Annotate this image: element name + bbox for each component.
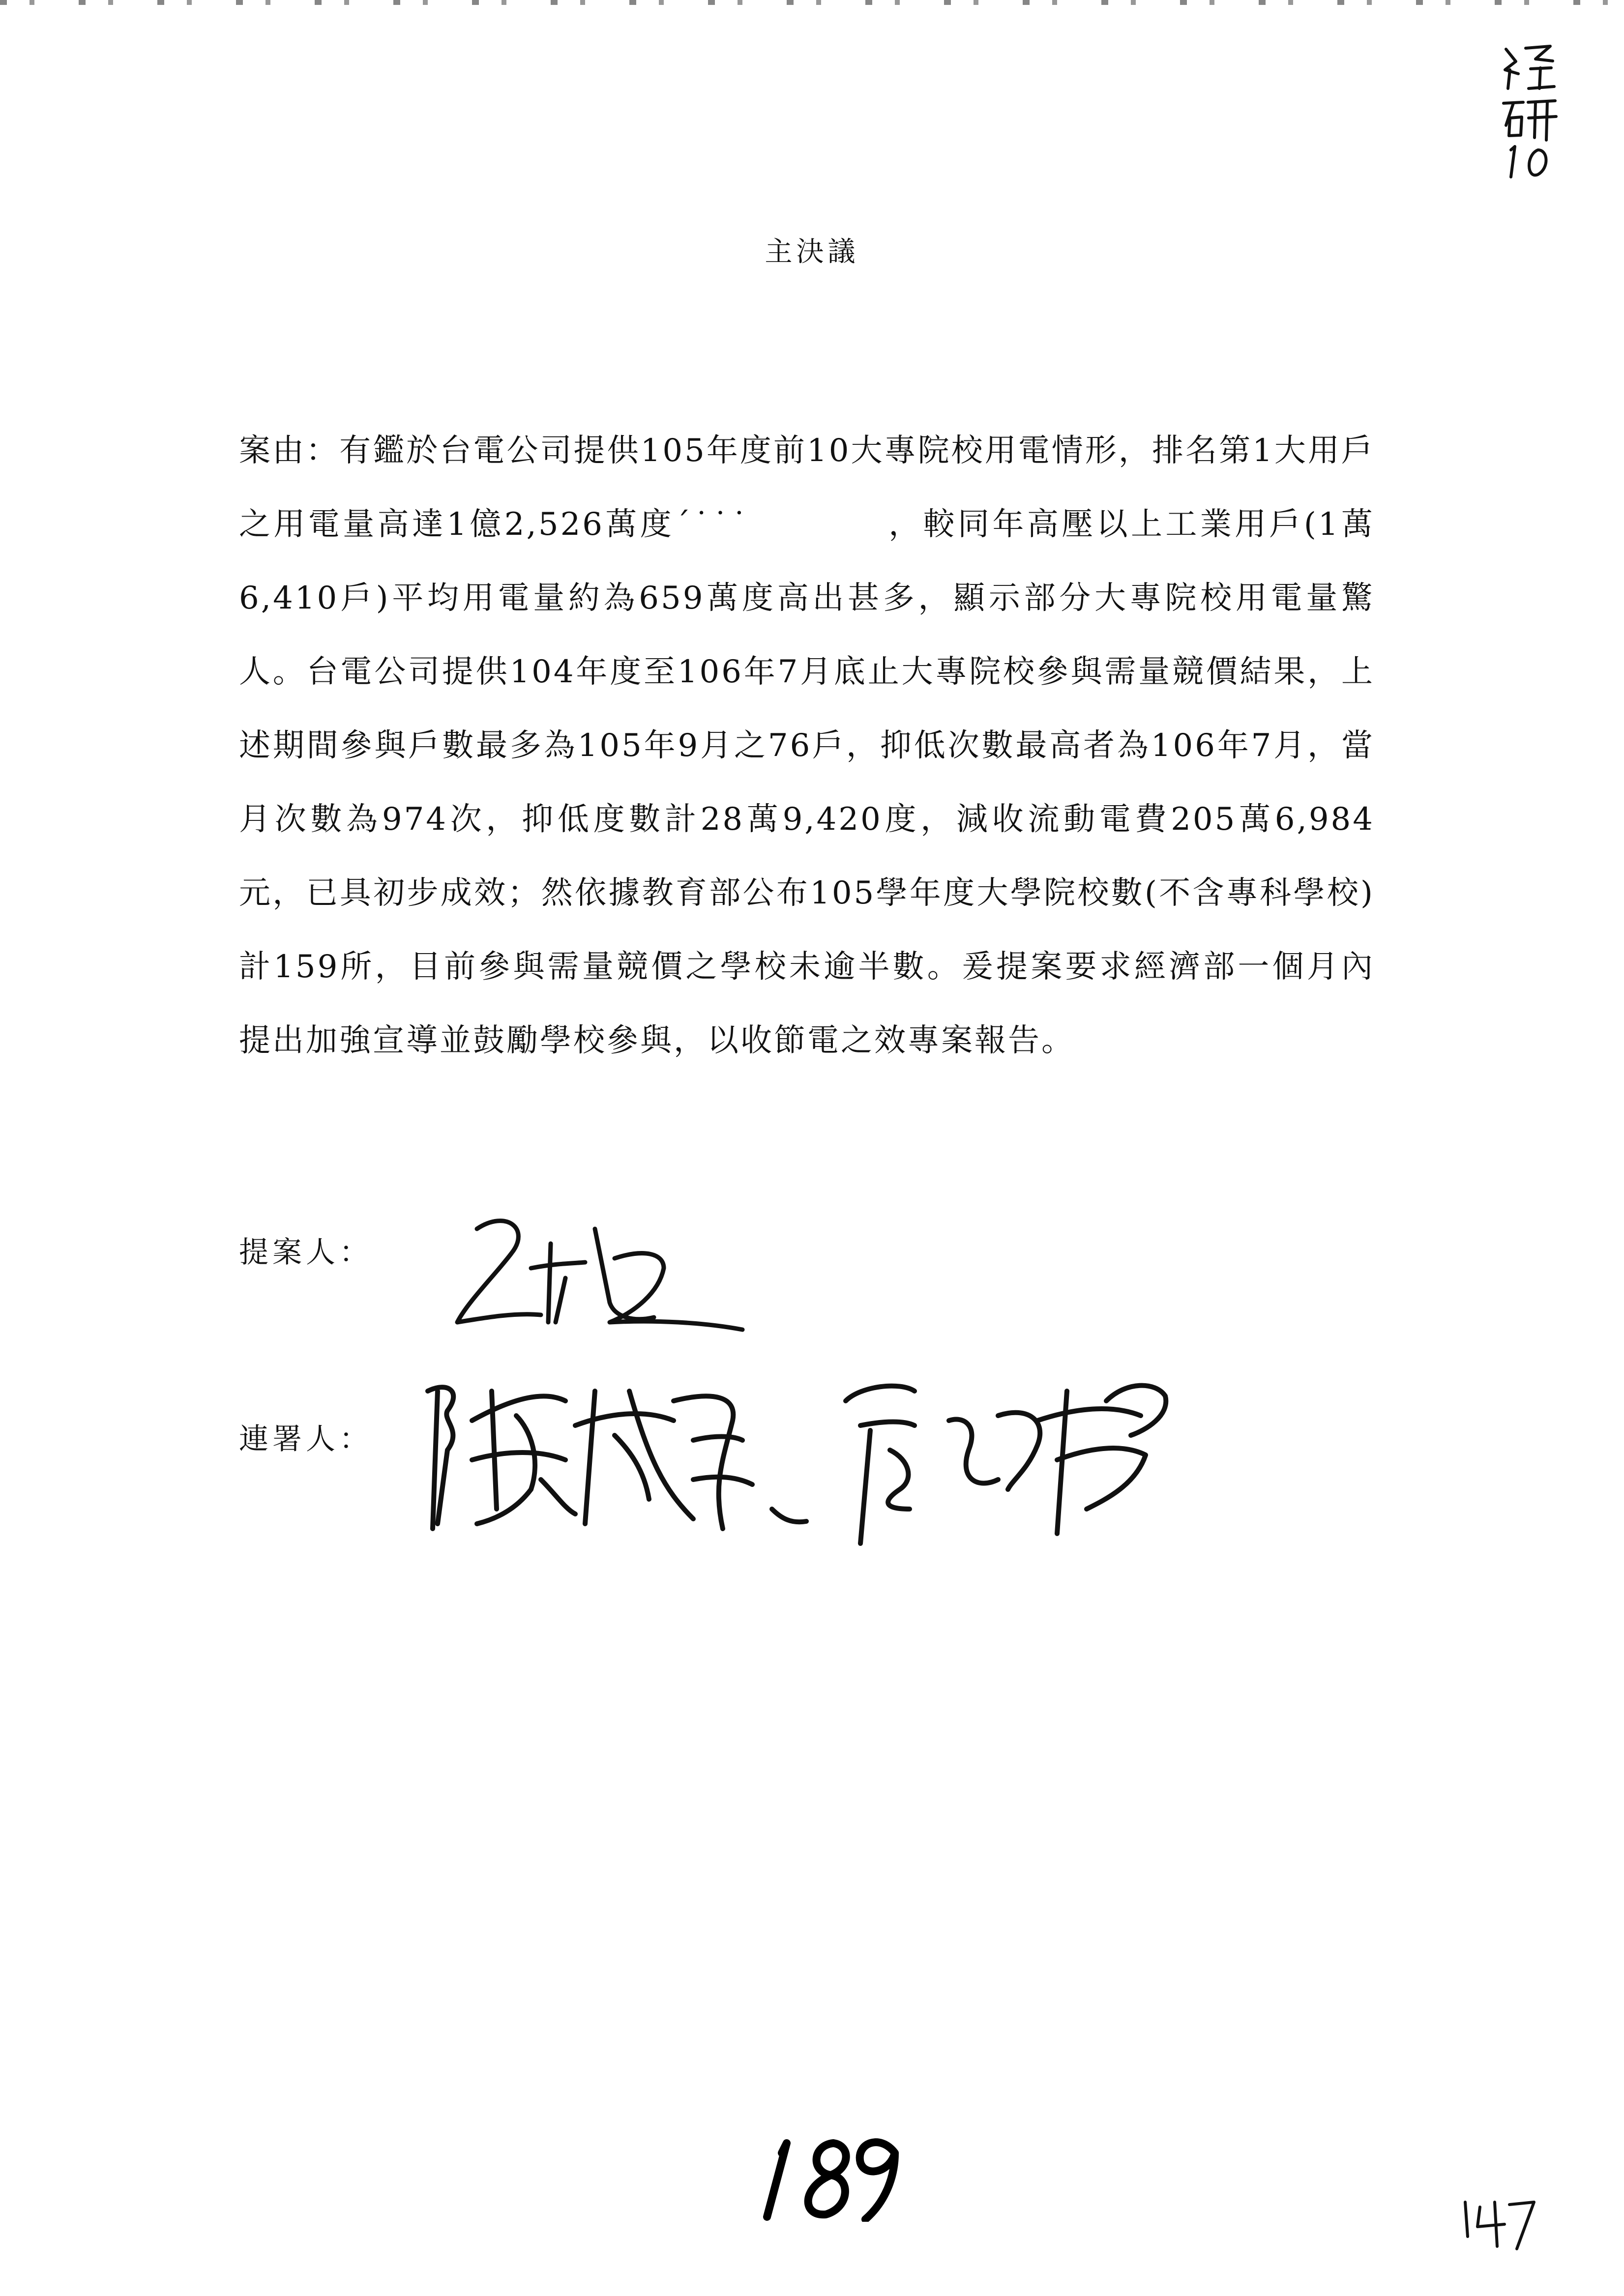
- handwritten-margin-note: [1496, 39, 1565, 182]
- document-title: 主決議: [765, 236, 859, 268]
- proposer-signature: [447, 1199, 752, 1337]
- motion-body-text: 案由：有鑑於台電公司提供105年度前10大專院校用電情形，排名第1大用戶之用電量高達1億2,526萬度´˙˙˙ ，較同年高壓以上工業用戶(1萬6,410戶)平均用電量約為659萬度高出甚多，顯示部分大專院校用電量驚人。台電公司提供104年度至106年7月底止大專院校參與需量競價結果，上述期間參與戶數最多為105年9月之76戶，抑低次數最高者為106年7月，當月次數為974次，抑低度數計28萬9,420度，減收流動電費205萬6,984元，已具初步成效；然依據教育部公布105學年度大學院校數(不含專科學校)計159所，目前參與需量競價之學校未逾半數。爰提案要求經濟部一個月內提出加強宣導並鼓勵學校參與，以收節電之效專案報告。: [239, 433, 1375, 1059]
- handwritten-folio-number: [1455, 2182, 1539, 2251]
- proposer-signature-drawing: [447, 1199, 752, 1337]
- cosigner-label: 連署人：: [239, 1422, 373, 1456]
- cosigner-signatures-drawing: [418, 1362, 1254, 1548]
- margin-note-handwriting: [1496, 39, 1565, 182]
- scan-edge-artifact: [0, 0, 1624, 5]
- handwritten-page-number: [747, 2123, 910, 2222]
- proposer-label: 提案人：: [239, 1235, 373, 1270]
- folio-147-handwriting: [1455, 2182, 1539, 2251]
- page-number-189-handwriting: [747, 2123, 910, 2222]
- cosigner-signatures: [418, 1362, 1254, 1548]
